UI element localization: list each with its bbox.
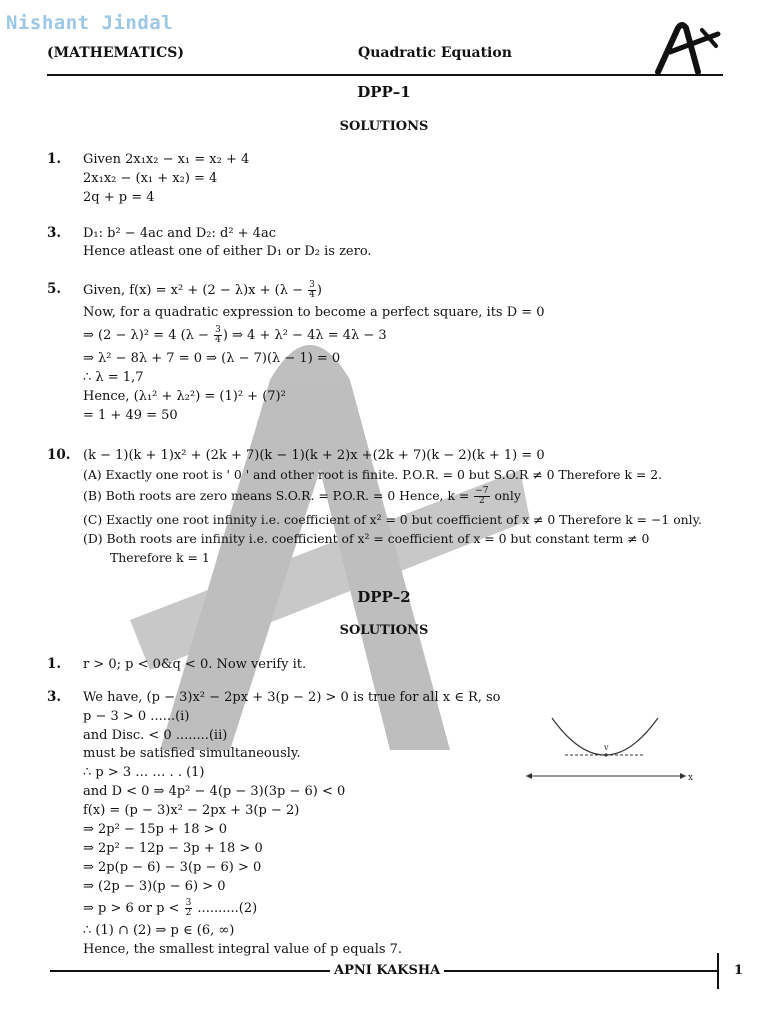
dpp1-q5-number: 5. xyxy=(47,281,62,297)
x-axis-label: x xyxy=(688,773,694,782)
dpp1-q10-option-d-cont: Therefore k = 1 xyxy=(110,550,210,565)
dpp1-q10-option-b: (B) Both roots are zero means S.O.R. = P.O.R. = 0 Hence, k = $\frac{-7}{2}$ only xyxy=(83,486,521,506)
dpp1-q1-line: 2q + p = 4 xyxy=(83,190,155,205)
dpp1-q10-number: 10. xyxy=(47,447,71,463)
footer-tick xyxy=(717,953,719,989)
dpp2-title: DPP–2 xyxy=(357,588,411,606)
dpp1-q10-line1: (k − 1)(k + 1)x² + (2k + 7)(k − 1)(k + 2)x +(2k + 7)(k − 2)(k + 1) = 0 xyxy=(83,448,545,463)
fraction: $\frac{-7}{2}$ xyxy=(475,486,489,506)
vertex-label: v xyxy=(604,743,609,752)
dpp1-title: DPP–1 xyxy=(357,83,411,101)
apni-kaksha-logo xyxy=(650,20,722,76)
dpp2-q3-line: p − 3 > 0 ......(i) xyxy=(83,709,190,724)
dpp2-q3-line: ⇒ 2p(p − 6) − 3(p − 6) > 0 xyxy=(83,860,262,875)
author-name: Nishant Jindal xyxy=(6,12,174,34)
axis-arrow-left xyxy=(526,773,532,779)
parabola-figure xyxy=(520,712,700,782)
dpp2-q3-line: must be satisfied simultaneously. xyxy=(83,746,301,761)
dpp2-q3-line: Hence, the smallest integral value of p equals 7. xyxy=(83,942,403,957)
dpp1-q5-line4: ⇒ λ² − 8λ + 7 = 0 ⇒ (λ − 7)(λ − 1) = 0 xyxy=(83,351,341,366)
dpp2-q3-line: ⇒ 2p² − 12p − 3p + 18 > 0 xyxy=(83,841,263,856)
dpp1-q1-line: 2x₁x₂ − (x₁ + x₂) = 4 xyxy=(83,171,218,186)
fraction: $\frac{3}{2}$ xyxy=(185,898,192,918)
vertex-point xyxy=(604,753,607,756)
dpp1-q5-line1: Given, f(x) = x² + (2 − λ)x + (λ − $\frac{3}{4}$ ) xyxy=(83,280,322,300)
dpp2-q3-line: ∴ (1) ∩ (2) ⇒ p ∈ (6, ∞) xyxy=(83,923,235,938)
dpp2-q3-line: and D < 0 ⇒ 4p² − 4(p − 3)(3p − 6) < 0 xyxy=(83,784,346,799)
dpp1-q3-line: Hence atleast one of either D₁ or D₂ is zero. xyxy=(83,244,372,259)
fraction: $\frac{3}{4}$ xyxy=(309,280,315,300)
dpp2-q3-line: ⇒ 2p² − 15p + 18 > 0 xyxy=(83,822,227,837)
dpp1-q3-number: 3. xyxy=(47,225,62,241)
chapter-title: Quadratic Equation xyxy=(358,45,512,61)
dpp1-q3-line: D₁: b² − 4ac and D₂: d² + 4ac xyxy=(83,226,276,241)
dpp1-q10-option-a: (A) Exactly one root is ' 0 ' and other root is finite. P.O.R. = 0 but S.O.R ≠ 0 Therefore k = 2. xyxy=(83,467,663,482)
dpp1-q1-number: 1. xyxy=(47,151,62,167)
dpp1-subtitle: SOLUTIONS xyxy=(339,119,429,134)
dpp1-q1-line: Given 2x₁x₂ − x₁ = x₂ + 4 xyxy=(83,152,250,167)
footer-label: APNI KAKSHA xyxy=(330,963,444,978)
header-rule xyxy=(47,74,723,76)
dpp1-q5-line7: = 1 + 49 = 50 xyxy=(83,408,178,423)
dpp2-q1-number: 1. xyxy=(47,656,62,672)
subject-label: (MATHEMATICS) xyxy=(47,45,184,61)
dpp2-q3-number: 3. xyxy=(47,689,62,705)
dpp1-q10-option-d: (D) Both roots are infinity i.e. coefficient of x² = coefficient of x = 0 but constant term ≠ 0 xyxy=(83,531,650,546)
dpp1-q10-option-c: (C) Exactly one root infinity i.e. coefficient of x² = 0 but coefficient of x ≠ 0 Therefore k = −1 only. xyxy=(83,512,702,527)
dpp2-q3-line: f(x) = (p − 3)x² − 2px + 3(p − 2) xyxy=(83,803,300,818)
dpp2-q1-line: r > 0; p < 0&q < 0. Now verify it. xyxy=(83,657,307,672)
dpp1-q5-line3: ⇒ (2 − λ)² = 4 (λ − $\frac{3}{4}$ ) ⇒ 4 + λ² − 4λ = 4λ − 3 xyxy=(83,325,387,345)
dpp2-q3-line: We have, (p − 3)x² − 2px + 3(p − 2) > 0 is true for all x ∈ R, so xyxy=(83,690,501,705)
dpp1-q5-line2: Now, for a quadratic expression to become a perfect square, its D = 0 xyxy=(83,305,545,320)
dpp2-subtitle: SOLUTIONS xyxy=(339,623,429,638)
dpp2-q3-line: ⇒ (2p − 3)(p − 6) > 0 xyxy=(83,879,226,894)
dpp1-q5-line6: Hence, (λ₁² + λ₂²) = (1)² + (7)² xyxy=(83,389,286,404)
dpp1-q5-line5: ∴ λ = 1,7 xyxy=(83,370,144,385)
fraction: $\frac{3}{4}$ xyxy=(215,325,221,345)
dpp2-q3-line: ∴ p > 3 … … . . (1) xyxy=(83,765,205,780)
dpp2-q3-line: ⇒ p > 6 or p < $\frac{3}{2}$ ..........(2) xyxy=(83,898,258,918)
page-number: 1 xyxy=(734,963,744,978)
axis-arrow-right xyxy=(680,773,686,779)
dpp2-q3-line: and Disc. < 0 ........(ii) xyxy=(83,728,228,743)
